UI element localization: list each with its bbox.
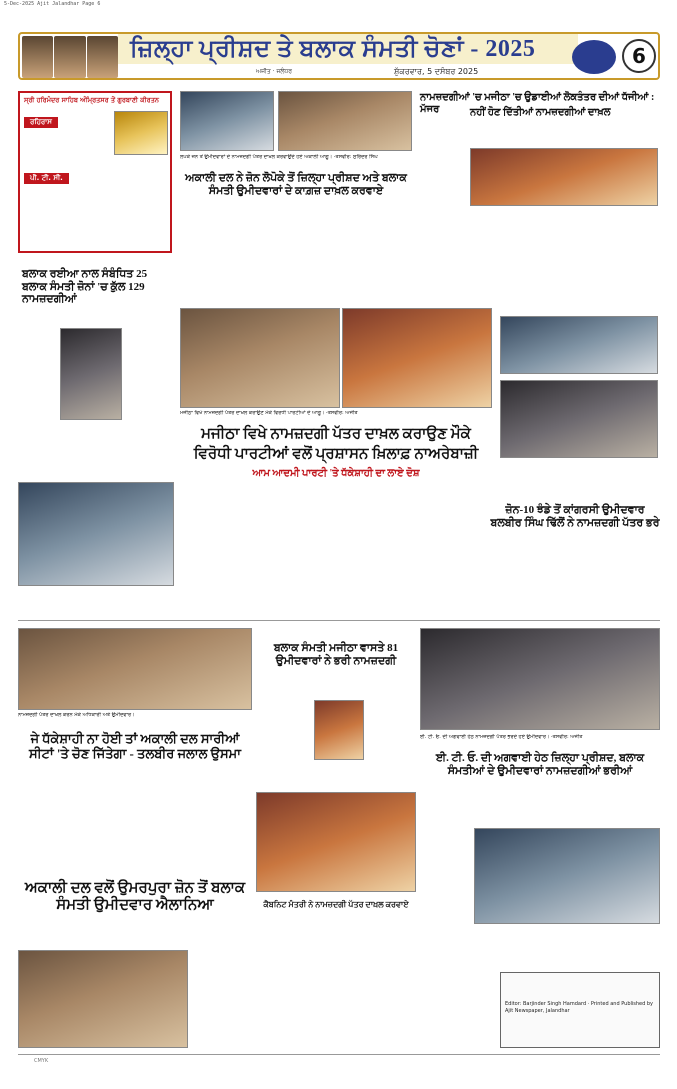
masthead bbox=[18, 32, 660, 80]
portrait-photo bbox=[60, 328, 122, 420]
photo-umarpura bbox=[18, 950, 188, 1048]
footer-regmark: CMYK bbox=[34, 1058, 49, 1064]
photo-gathering bbox=[470, 148, 658, 206]
credits-text: Editor: Barjinder Singh Hamdard · Printed and Published by Ajit Newspaper, Jalandhar bbox=[505, 1001, 654, 1014]
headline-eto: ਈ. ਟੀ. ਓ. ਦੀ ਅਗਵਾਈ ਹੇਠ ਜ਼ਿਲ੍ਹਾ ਪ੍ਰੀਸ਼ਦ, ਬਲਾਕ ਸੰਮਤੀਆਂ ਦੇ ਉਮੀਦਵਾਰਾਂ ਨਾਮਜ਼ਦਗੀਆਂ ਭਰੀਆਂ bbox=[435, 752, 645, 777]
cabinet-body bbox=[256, 912, 416, 1048]
masthead-date: ਸ਼ੁੱਕਰਵਾਰ, 5 ਦਸੰਬਰ 2025 bbox=[394, 67, 479, 76]
zone10-col-left bbox=[420, 540, 496, 614]
print-line: 5-Dec-2025 Ajit Jalandhar Page 6 bbox=[4, 1, 101, 7]
block-25-col-3 bbox=[60, 424, 122, 476]
left-box-text-1 bbox=[24, 121, 112, 161]
caption-group-row: ਨਾਮਜ਼ਦਗੀ ਪੱਤਰ ਦਾਖ਼ਲ ਕਰਨ ਮੌਕੇ ਅਧਿਕਾਰੀ ਅਤੇ ਉਮੀਦਵਾਰ। bbox=[18, 712, 135, 718]
zone10-body bbox=[500, 540, 660, 614]
headline-umarpura: ਅਕਾਲੀ ਦਲ ਵਲੋਂ ਉਮਰਪੁਰਾ ਜ਼ੋਨ ਤੋਂ ਬਲਾਕ ਸੰਮਤੀ ਉਮੀਦਵਾਰ ਐਲਾਨਿਆ bbox=[24, 880, 246, 914]
photo-desk bbox=[500, 380, 658, 458]
photo-office-table bbox=[18, 482, 174, 586]
photo-office bbox=[500, 316, 658, 374]
photo-candidate bbox=[314, 700, 364, 760]
photo-eto-group bbox=[474, 828, 660, 924]
caption-majitha: ਮਜੀਠਾ ਵਿਖੇ ਨਾਮਜ਼ਦਗੀ ਪੱਤਰ ਦਾਖ਼ਲ ਕਰਾਉਣ ਮੌਕੇ ਵਿਰੋਧੀ ਪਾਰਟੀਆਂ ਦੇ ਆਗੂ। -ਤਸਵੀਰ: ਅਜੀਤ bbox=[180, 410, 358, 416]
left-box-badge-1: ਰਹਿਰਾਸ bbox=[24, 109, 58, 128]
photo-rally-1 bbox=[180, 91, 274, 151]
golden-temple-photo bbox=[114, 111, 168, 155]
headline-cabinet: ਕੈਬਨਿਟ ਮੰਤਰੀ ਨੇ ਨਾਮਜ਼ਦਗੀ ਪੱਤਰ ਦਾਖ਼ਲ ਕਰਵਾਏ bbox=[263, 900, 409, 909]
nam-right-col-intro bbox=[570, 124, 660, 146]
divider-mid bbox=[18, 620, 660, 621]
headline-akali-lopoke: ਅਕਾਲੀ ਦਲ ਨੇ ਜ਼ੋਨ ਲੋਪੋਕੇ ਤੋਂ ਜ਼ਿਲ੍ਹਾ ਪ੍ਰੀਸ਼ਦ ਅਤੇ ਬਲਾਕ ਸੰਮਤੀ ਉਮੀਦਵਾਰਾਂ ਦੇ ਕਾਗ਼ਜ਼ ਦਾਖ਼ਲ ਕਰਵਾਏ bbox=[185, 172, 407, 197]
photo-nomination-desk bbox=[420, 628, 660, 730]
block-25-col-1 bbox=[18, 312, 58, 476]
headline-majitha-1: ਮਜੀਠਾ ਵਿਖੇ ਨਾਮਜ਼ਦਗੀ ਪੱਤਰ ਦਾਖ਼ਲ ਕਰਾਉਣ ਮੌਕੇ bbox=[201, 426, 471, 442]
caption-eto: ਈ. ਟੀ. ਓ. ਦੀ ਅਗਵਾਈ ਹੇਠ ਨਾਮਜ਼ਦਗੀ ਪੱਤਰ ਭਰਦੇ ਹੋਏ ਉਮੀਦਵਾਰ। -ਤਸਵੀਰ: ਅਜੀਤ bbox=[420, 734, 583, 740]
headline-zone10: ਜ਼ੋਨ-10 ਝੰਡੇ ਤੋਂ ਕਾਂਗਰਸੀ ਉਮੀਦਵਾਰ ਬਲਬੀਰ ਸਿੰਘ ਢਿੱਲੋਂ ਨੇ ਨਾਮਜ਼ਦਗੀ ਪੱਤਰ ਭਰੇ bbox=[490, 504, 660, 529]
photo-group-row bbox=[18, 628, 252, 710]
photo-majitha-crowd-2 bbox=[342, 308, 492, 408]
left-box-badge-2: ਪੀ. ਟੀ. ਸੀ. bbox=[24, 165, 69, 184]
left-box-title: ਸ੍ਰੀ ਹਰਿਮੰਦਰ ਸਾਹਿਬ ਅੰਮ੍ਰਿਤਸਰ ਤੋਂ ਗੁਰਬਾਣੀ ਕੀਰਤਨ bbox=[24, 96, 159, 104]
credits-box bbox=[500, 972, 660, 1048]
left-ad-box bbox=[18, 91, 172, 253]
eto-col-left bbox=[420, 828, 472, 936]
photo-rally-2 bbox=[278, 91, 412, 151]
block-25-col-2 bbox=[124, 312, 174, 476]
eto-body bbox=[420, 790, 660, 826]
photo-majitha-crowd-1 bbox=[180, 308, 340, 408]
headline-dhakke: ਜੇ ਧੱਕੇਸ਼ਾਹੀ ਨਾ ਹੋਈ ਤਾਂ ਅਕਾਲੀ ਦਲ ਸਾਰੀਆਂ ਸੀਟਾਂ 'ਤੇ ਚੋਣ ਜਿੱਤੇਗਾ - ਤਲਬੀਰ ਜਲਾਲ ਉਸਮਾ bbox=[29, 731, 241, 761]
caption-office-table bbox=[18, 590, 174, 614]
headline-majitha-2: ਵਿਰੋਧੀ ਪਾਰਟੀਆਂ ਵਲੋਂ ਪ੍ਰਸ਼ਾਸਨ ਖ਼ਿਲਾਫ਼ ਨਾਅਰੇਬਾਜ਼ੀ bbox=[193, 446, 479, 462]
ballot-icon bbox=[572, 40, 616, 74]
subhead-nam-right: ਨਹੀਂ ਹੋਣ ਦਿੱਤੀਆਂ ਨਾਮਜ਼ਦਗੀਆਂ ਦਾਖ਼ਲ bbox=[470, 107, 611, 118]
photo-cabinet bbox=[256, 792, 416, 892]
zone10-intro bbox=[420, 462, 660, 500]
umarpura-intro bbox=[18, 930, 252, 948]
masthead-photos bbox=[22, 36, 118, 78]
footer-line bbox=[18, 1054, 660, 1055]
bottom-right-body bbox=[420, 940, 660, 970]
nam-right-col-2 bbox=[484, 210, 658, 314]
subhead-majitha: ਆਮ ਆਦਮੀ ਪਾਰਟੀ 'ਤੇ ਧੱਕੇਸ਼ਾਹੀ ਦਾ ਲਾਏ ਦੋਸ਼ bbox=[252, 468, 420, 479]
left-box-text-2 bbox=[24, 177, 168, 247]
masthead-title: ਜ਼ਿਲ੍ਹਾ ਪ੍ਰੀਸ਼ਦ ਤੇ ਬਲਾਕ ਸੰਮਤੀ ਚੋਣਾਂ - 2025 bbox=[130, 36, 536, 62]
caption-lopoke: ਲੋਪੋਕੇ ਜ਼ੋਨ ਤੋਂ ਉਮੀਦਵਾਰਾਂ ਦੇ ਨਾਮਜ਼ਦਗੀ ਪੱਤਰ ਦਾਖ਼ਲ ਕਰਵਾਉਂਦੇ ਹੋਏ ਅਕਾਲੀ ਆਗੂ। -ਤਸਵੀਰ: ਸੁਰਿੰਦਰ ਸਿੰਘ bbox=[180, 154, 378, 160]
headline-nam-right: ਨਾਮਜ਼ਦਗੀਆਂ 'ਚ ਮਜੀਠਾ 'ਚ ਉਡਾਈਆਂ ਲੋਕਤੰਤਰ ਦੀਆਂ ਧੱਜੀਆਂ : ਮੱਜਰ bbox=[420, 92, 655, 115]
dhakke-body bbox=[18, 770, 252, 876]
headline-block-25: ਬਲਾਕ ਰਈਆ ਨਾਲ ਸੰਬੰਧਿਤ 25 ਬਲਾਕ ਸੰਮਤੀ ਜ਼ੋਨਾਂ 'ਚ ਕੁੱਲ 129 ਨਾਮਜ਼ਦਗੀਆਂ bbox=[22, 268, 148, 306]
masthead-sub-left: ਅਜੀਤ · ਜਲੰਧਰ bbox=[256, 68, 292, 75]
umarpura-body bbox=[190, 950, 252, 1048]
headline-block-81: ਬਲਾਕ ਸੰਮਤੀ ਮਜੀਠਾ ਵਾਸਤੇ 81 ਉਮੀਦਵਾਰਾਂ ਨੇ ਭਰੀ ਨਾਮਜ਼ਦਗੀ bbox=[273, 642, 399, 667]
akali-lopoke-body bbox=[180, 220, 412, 304]
page-number: 6 bbox=[622, 39, 656, 73]
